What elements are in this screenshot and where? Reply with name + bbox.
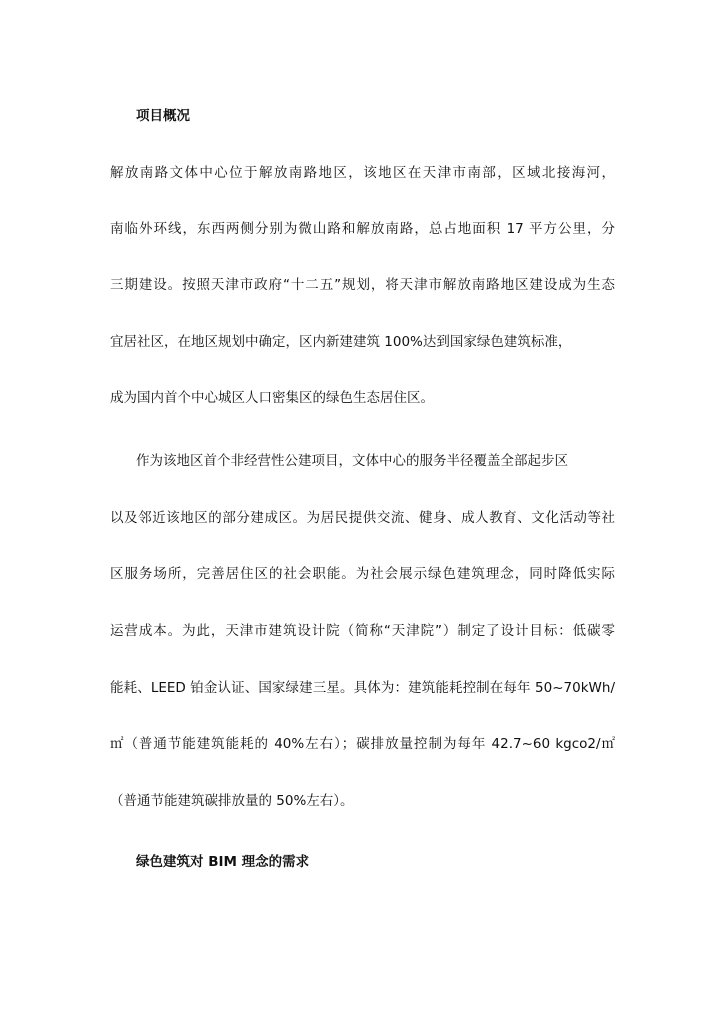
section-heading-green-building-bim: 绿色建筑对 BIM 理念的需求 — [136, 854, 310, 870]
paragraph-line: 以及邻近该地区的部分建成区。为居民提供交流、健身、成人教育、文化活动等社 — [110, 510, 615, 526]
paragraph-line: 南临外环线，东西两侧分别为微山路和解放南路，总占地面积 17 平方公里，分 — [110, 221, 615, 237]
section-heading-project-overview: 项目概况 — [136, 108, 190, 124]
paragraph-line: 宜居社区，在地区规划中确定，区内新建建筑 100%达到国家绿色建筑标准， — [110, 334, 572, 350]
paragraph-line: 三期建设。按照天津市政府“十二五”规划，将天津市解放南路地区建设成为生态 — [110, 277, 615, 293]
paragraph-line: 能耗、LEED 铂金认证、国家绿建三星。具体为：建筑能耗控制在每年 50~70kWh/ — [110, 680, 615, 696]
paragraph-line: 成为国内首个中心城区人口密集区的绿色生态居住区。 — [110, 390, 434, 406]
paragraph-line: 运营成本。为此，天津市建筑设计院（简称“天津院”）制定了设计目标：低碳零 — [110, 623, 615, 639]
paragraph-line: （普通节能建筑碳排放量的 50%左右）。 — [110, 793, 354, 809]
paragraph-line: ㎡（普通节能建筑能耗的 40%左右）；碳排放量控制为每年 42.7~60 kgco2/㎡ — [110, 736, 615, 752]
paragraph-line: 解放南路文体中心位于解放南路地区，该地区在天津市南部，区域北接海河， — [110, 165, 615, 181]
paragraph-line: 区服务场所，完善居住区的社会职能。为社会展示绿色建筑理念，同时降低实际 — [110, 566, 615, 582]
paragraph-line: 作为该地区首个非经营性公建项目，文体中心的服务半径覆盖全部起步区 — [136, 453, 568, 469]
